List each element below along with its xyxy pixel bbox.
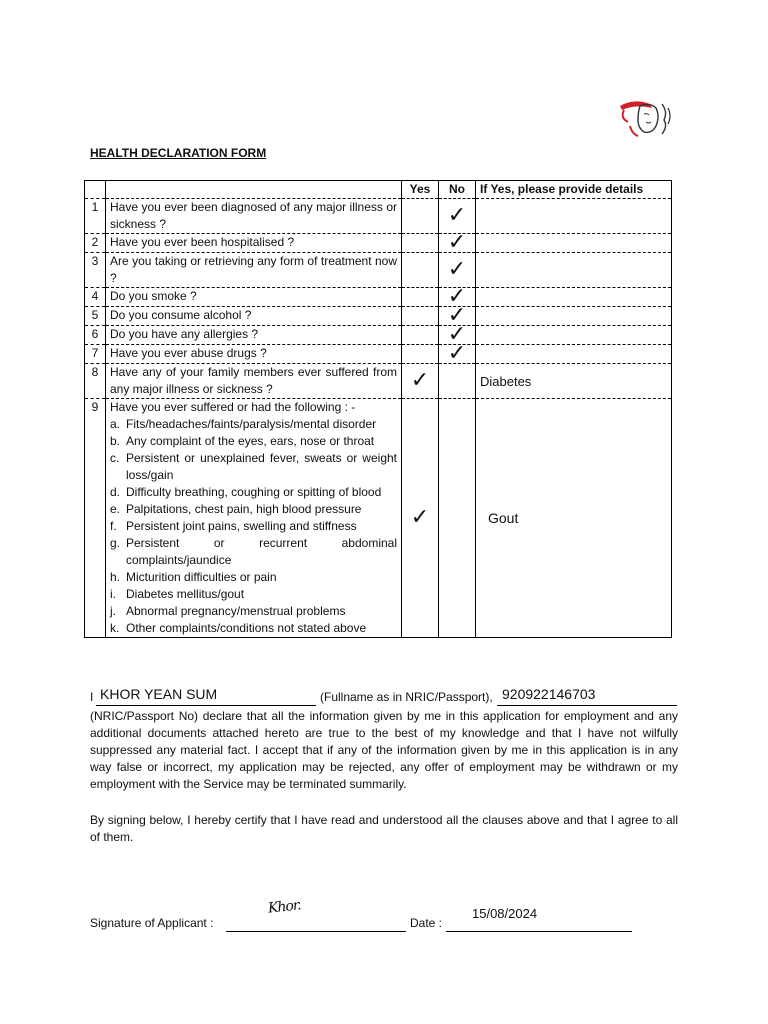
check-mark-icon: ✓ <box>410 505 430 530</box>
row-number: 4 <box>85 288 106 307</box>
list-item-letter: c. <box>110 451 120 465</box>
signature-text: Khor. <box>267 897 302 917</box>
check-mark-icon: ✓ <box>447 284 467 309</box>
check-mark-icon: ✓ <box>447 230 467 255</box>
yes-cell[interactable] <box>402 399 439 638</box>
row-number: 1 <box>85 199 106 234</box>
row-question: Have any of your family members ever suffered from any major illness or sickness ? <box>106 364 402 399</box>
company-logo-icon <box>616 94 678 140</box>
declaration-paragraph: (NRIC/Passport No) declare that all the information given by me in this application for employment and any additional documents attached hereto are true to the best of my knowledge and that I have not wilfully suppressed any material fact. I accept that if any of the information given by me in this application is in any way false or incorrect, my application may be rejected, any offer of employment may be withdrawn or my employment with the Service may be terminated summarily. <box>90 709 678 791</box>
row-question-text: Have you ever suffered or had the following : - <box>110 400 356 414</box>
header-details: If Yes, please provide details <box>476 181 672 199</box>
row-question: Do you smoke ? <box>106 288 402 307</box>
header-yes: Yes <box>402 181 439 199</box>
no-cell[interactable] <box>439 253 476 288</box>
agreement-paragraph: By signing below, I hereby certify that I have read and understood all the clauses above and that I agree to all of them. <box>90 813 678 844</box>
nric-value[interactable]: 920922146703 <box>502 686 596 702</box>
list-item <box>110 569 397 586</box>
nric-underline <box>497 705 677 706</box>
signature-mark <box>268 898 330 922</box>
list-item <box>110 416 397 433</box>
row-number: 8 <box>85 364 106 399</box>
row-details[interactable]: Gout <box>476 399 672 638</box>
row-details[interactable] <box>476 234 672 253</box>
list-item-text: Any complaint of the eyes, ears, nose or throat <box>126 434 375 448</box>
signature-underline <box>226 931 406 932</box>
date-value[interactable]: 15/08/2024 <box>472 906 538 921</box>
row-question <box>106 399 402 638</box>
yes-cell[interactable] <box>402 234 439 253</box>
header-question <box>106 181 402 199</box>
date-underline <box>446 931 632 932</box>
row-number: 6 <box>85 326 106 345</box>
list-item-letter: i. <box>110 587 116 601</box>
table-row <box>85 364 672 399</box>
table-row <box>85 234 672 253</box>
row-question: Do you consume alcohol ? <box>106 307 402 326</box>
list-item <box>110 518 397 535</box>
yes-cell[interactable] <box>402 345 439 364</box>
list-item <box>110 535 397 569</box>
yes-cell[interactable] <box>402 326 439 345</box>
list-item-letter: e. <box>110 502 121 516</box>
list-item-text: Persistent joint pains, swelling and stiffness <box>126 519 357 533</box>
check-mark-icon: ✓ <box>447 203 467 228</box>
page-title: HEALTH DECLARATION FORM <box>90 146 267 160</box>
list-item <box>110 603 397 620</box>
table-row <box>85 399 672 638</box>
no-cell[interactable] <box>439 199 476 234</box>
list-item <box>110 433 397 450</box>
no-cell[interactable] <box>439 341 476 366</box>
table-row <box>85 307 672 326</box>
list-item <box>110 620 397 637</box>
row-question: Have you ever been diagnosed of any major illness or sickness ? <box>106 199 402 234</box>
row-details[interactable] <box>476 307 672 326</box>
no-cell[interactable] <box>439 364 476 399</box>
row-question: Are you taking or retrieving any form of treatment now ? <box>106 253 402 288</box>
list-item <box>110 501 397 518</box>
row-details[interactable] <box>476 345 672 364</box>
yes-cell[interactable] <box>402 364 439 399</box>
list-item-text: Difficulty breathing, coughing or spitting of blood <box>126 485 382 499</box>
row-question: Have you ever been hospitalised ? <box>106 234 402 253</box>
yes-cell[interactable] <box>402 307 439 326</box>
list-item-letter: f. <box>110 519 117 533</box>
check-mark-icon: ✓ <box>447 303 467 328</box>
list-item-letter: d. <box>110 485 121 499</box>
row-details[interactable] <box>476 199 672 234</box>
list-item-text: Fits/headaches/faints/paralysis/mental disorder <box>126 417 377 431</box>
list-item <box>110 586 397 603</box>
row-question: Do you have any allergies ? <box>106 326 402 345</box>
header-no: No <box>439 181 476 199</box>
list-item-text: Persistent or recurrent abdominal complaints/jaundice <box>126 536 397 567</box>
check-mark-icon: ✓ <box>410 368 430 393</box>
list-item-text: Persistent or unexplained fever, sweats or weight loss/gain <box>126 451 397 482</box>
list-item-text: Abnormal pregnancy/menstrual problems <box>126 604 346 618</box>
row-question: Have you ever abuse drugs ? <box>106 345 402 364</box>
list-item-text: Diabetes mellitus/gout <box>126 587 245 601</box>
row-number: 2 <box>85 234 106 253</box>
row-number: 3 <box>85 253 106 288</box>
health-declaration-table <box>84 180 672 638</box>
row-number: 7 <box>85 345 106 364</box>
condition-list <box>110 416 397 637</box>
declaration-prefix: I <box>90 690 94 704</box>
fullname-value[interactable]: KHOR YEAN SUM <box>100 686 218 702</box>
check-mark-icon: ✓ <box>447 322 467 347</box>
check-mark-icon: ✓ <box>447 341 467 366</box>
fullname-label: (Fullname as in NRIC/Passport), <box>320 690 493 704</box>
list-item-letter: h. <box>110 570 121 584</box>
list-item-letter: j. <box>110 604 116 618</box>
row-number: 9 <box>85 399 106 638</box>
row-details[interactable] <box>476 288 672 307</box>
row-details[interactable] <box>476 253 672 288</box>
no-cell[interactable] <box>439 230 476 255</box>
date-label: Date : <box>410 916 443 930</box>
check-mark-icon: ✓ <box>447 257 467 282</box>
no-cell[interactable] <box>439 399 476 638</box>
table-row <box>85 253 672 288</box>
list-item <box>110 450 397 484</box>
list-item-letter: k. <box>110 621 120 635</box>
list-item-letter: g. <box>110 536 121 550</box>
list-item-letter: a. <box>110 417 121 431</box>
list-item-text: Palpitations, chest pain, high blood pressure <box>126 502 362 516</box>
table-row <box>85 199 672 234</box>
row-number: 5 <box>85 307 106 326</box>
list-item-letter: b. <box>110 434 121 448</box>
table-row <box>85 345 672 364</box>
table-row <box>85 288 672 307</box>
header-num <box>85 181 106 199</box>
list-item-text: Micturition difficulties or pain <box>126 570 277 584</box>
row-details[interactable] <box>476 326 672 345</box>
row-details[interactable]: Diabetes <box>476 364 672 399</box>
signature-label: Signature of Applicant : <box>90 916 214 930</box>
table-header-row <box>85 181 672 199</box>
list-item-text: Other complaints/conditions not stated above <box>126 621 367 635</box>
list-item <box>110 484 397 501</box>
fullname-underline <box>96 705 316 706</box>
yes-cell[interactable] <box>402 199 439 234</box>
yes-cell[interactable] <box>402 288 439 307</box>
table-row <box>85 326 672 345</box>
yes-cell[interactable] <box>402 253 439 288</box>
